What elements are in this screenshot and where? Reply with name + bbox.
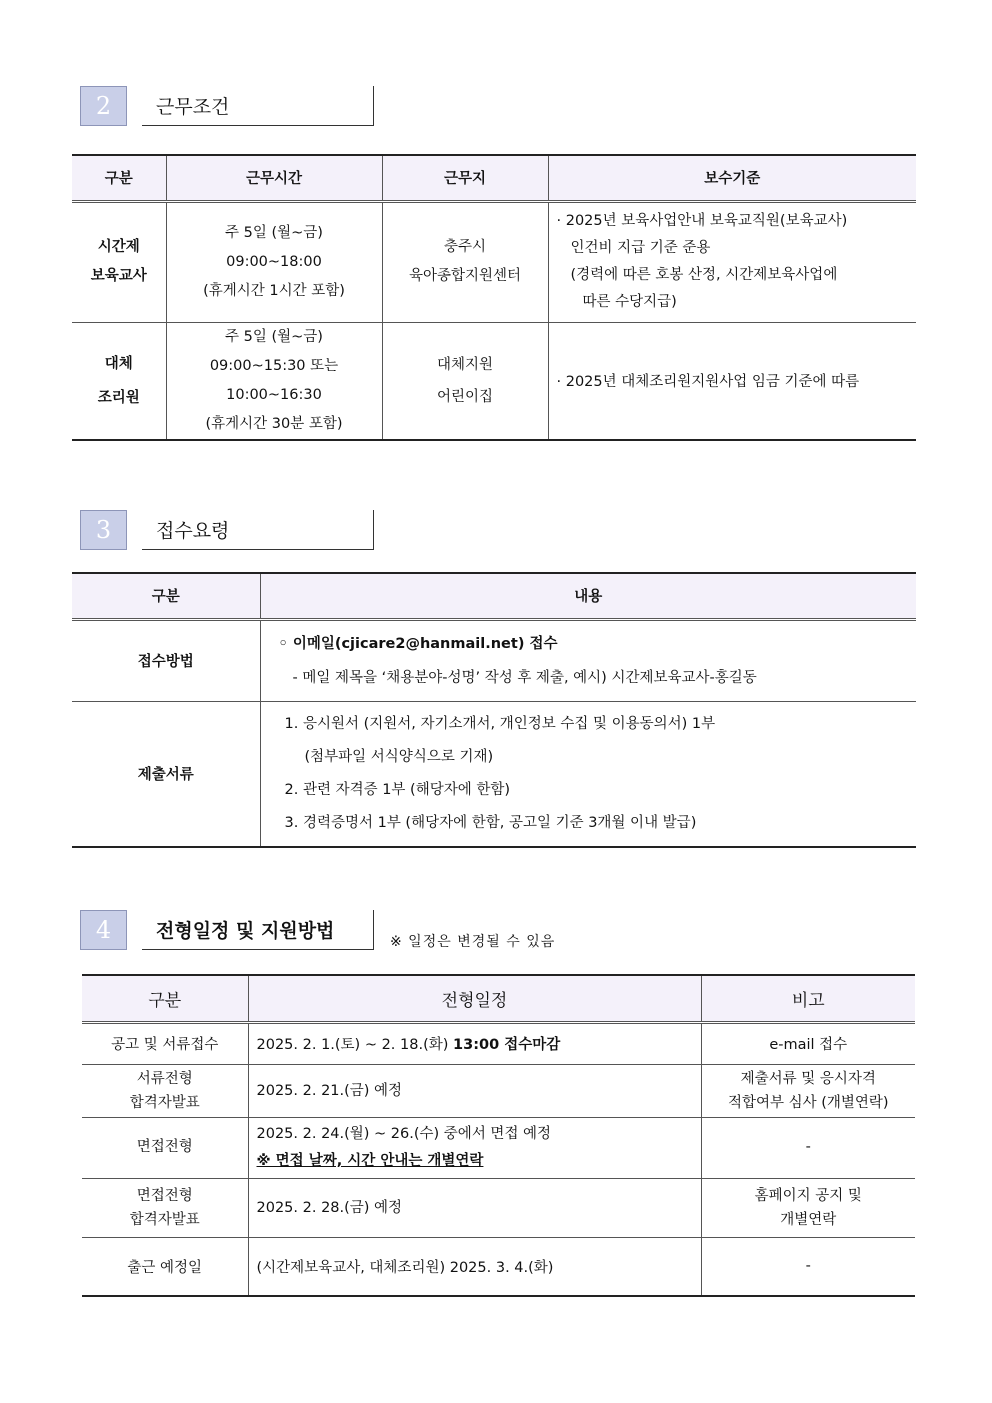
row-remarks: -	[701, 1237, 915, 1296]
row-work-hours: 주 5일 (월~금) 09:00~15:30 또는 10:00~16:30 (휴게시간 30분 포함)	[166, 322, 382, 440]
row-remarks: e-mail 접수	[701, 1022, 915, 1064]
row-schedule: 2025. 2. 1.(토) ~ 2. 18.(화) 13:00 접수마감	[248, 1022, 701, 1064]
header-workplace: 근무지	[382, 155, 548, 201]
section-number: 3	[80, 510, 127, 550]
header-work-hours: 근무시간	[166, 155, 382, 201]
subject-line: - 메일 제목을 ‘채용분야-성명’ 작성 후 제출, 예시) 시간제보육교사-홍길동	[292, 669, 757, 686]
header-schedule: 전형일정	[248, 975, 701, 1022]
row-schedule: 2025. 2. 21.(금) 예정	[248, 1064, 701, 1117]
table-row	[82, 1117, 915, 1178]
section-title: 접수요령	[142, 510, 374, 550]
section-title: 전형일정 및 지원방법	[142, 910, 374, 950]
docs-label: 제출서류	[72, 701, 260, 847]
row-pay-standard: · 2025년 보육사업안내 보육교직원(보육교사) 인건비 지급 기준 준용 (경력에 따른 호봉 산정, 시간제보육사업에 따른 수당지급)	[548, 201, 916, 322]
header-pay-standard: 보수기준	[548, 155, 916, 201]
row-category: 출근 예정일	[82, 1237, 248, 1296]
row-remarks: 제출서류 및 응시자격 적합여부 심사 (개별연락)	[701, 1064, 915, 1117]
schedule-table	[82, 974, 915, 1297]
section-title: 근무조건	[142, 86, 374, 126]
table-row	[82, 1237, 915, 1296]
method-label: 접수방법	[72, 619, 260, 701]
row-work-hours: 주 5일 (월~금) 09:00~18:00 (휴게시간 1시간 포함)	[166, 201, 382, 322]
table-row	[72, 201, 916, 322]
row-remarks: -	[701, 1117, 915, 1178]
row-schedule: 2025. 2. 24.(월) ~ 26.(수) 중에서 면접 예정 ※ 면접 날짜, 시간 안내는 개별연락	[248, 1117, 701, 1178]
email-line: ◦ 이메일(cjicare2@hanmail.net) 접수	[278, 635, 558, 652]
table-row	[72, 619, 916, 701]
header-category: 구분	[72, 155, 166, 201]
row-workplace: 대체지원 어린이집	[382, 322, 548, 440]
work-conditions-table	[72, 154, 916, 441]
row-workplace: 충주시 육아종합지원센터	[382, 201, 548, 322]
table-row	[72, 322, 916, 440]
docs-content: 1. 응시원서 (지원서, 자기소개서, 개인정보 수집 및 이용동의서) 1부 (첨부파일 서식양식으로 기재) 2. 관련 자격증 1부 (해당자에 한함) 3. 경력증명서 1부 (해당자에 한함, 공고일 기준 3개월 이내 발급)	[260, 701, 916, 847]
header-category: 구분	[72, 573, 260, 619]
table-row	[72, 701, 916, 847]
section-number: 2	[80, 86, 127, 126]
row-category: 면접전형 합격자발표	[82, 1178, 248, 1237]
table-row	[82, 1022, 915, 1064]
row-schedule: (시간제보육교사, 대체조리원) 2025. 3. 4.(화)	[248, 1237, 701, 1296]
row-category: 대체 조리원	[72, 322, 166, 440]
table-row	[82, 1064, 915, 1117]
header-remarks: 비고	[701, 975, 915, 1022]
row-pay-standard: · 2025년 대체조리원지원사업 임금 기준에 따름	[548, 322, 916, 440]
row-remarks: 홈페이지 공지 및 개별연락	[701, 1178, 915, 1237]
row-category: 시간제 보육교사	[72, 201, 166, 322]
row-schedule: 2025. 2. 28.(금) 예정	[248, 1178, 701, 1237]
header-content: 내용	[260, 573, 916, 619]
table-row	[82, 1178, 915, 1237]
row-category: 공고 및 서류접수	[82, 1022, 248, 1064]
row-category: 면접전형	[82, 1117, 248, 1178]
row-category: 서류전형 합격자발표	[82, 1064, 248, 1117]
section-number: 4	[80, 910, 127, 950]
header-category: 구분	[82, 975, 248, 1022]
application-guide-table	[72, 572, 916, 848]
method-content	[260, 619, 916, 701]
schedule-note: ※ 일정은 변경될 수 있음	[390, 934, 556, 950]
